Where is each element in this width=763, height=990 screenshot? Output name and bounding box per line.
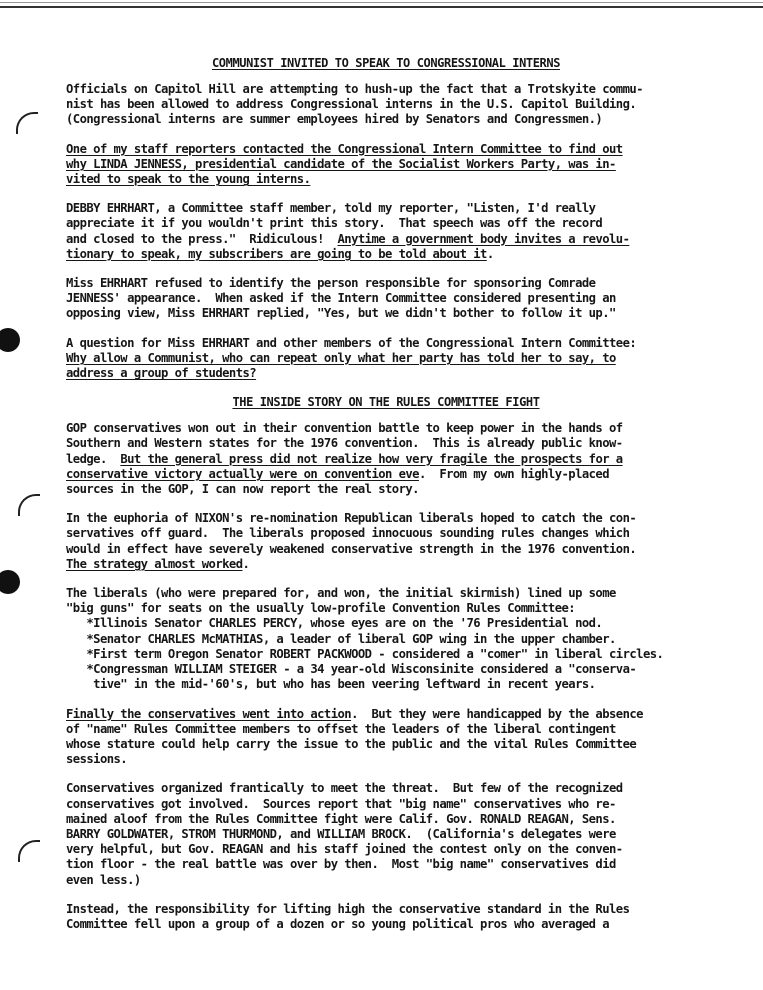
paragraph: Miss EHRHART refused to identify the person responsible for sponsoring Comrade JENNESS' appearance. When asked if the Intern Committee considered presenting an opposing view, Miss EHRHART replied, "Yes, but we didn't bother to follow it up." bbox=[66, 276, 616, 321]
text: . From my own highly-placed sources in the GOP, I can now report the real story. bbox=[66, 466, 610, 497]
text: GOP conservatives won out in their convention battle to keep power in the hands of Southern and Western states for the 1976 convention. This is already public know- ledge. bbox=[66, 421, 623, 466]
paragraph bbox=[66, 707, 706, 768]
text: . bbox=[242, 556, 250, 571]
margin-mark bbox=[18, 494, 40, 516]
paragraph-underlined: One of my staff reporters contacted the Congressional Intern Committee to find out why LINDA JENNESS, presidential candidate of the Socialist Workers Party, was in- vited to speak to the young interns. bbox=[66, 141, 623, 187]
punch-hole-top bbox=[0, 328, 20, 352]
text: In the euphoria of NIXON's re-nomination Republican liberals hoped to catch the con- servatives off guard. The liberals proposed innocuous sounding rules changes which would in effect have severely weakened conservative strength in the 1976 convention. bbox=[66, 511, 637, 556]
margin-mark bbox=[18, 840, 40, 862]
document-page bbox=[66, 56, 706, 946]
text: A question for Miss EHRHART and other members of the Congressional Intern Committee: bbox=[66, 335, 637, 350]
paragraph-list: The liberals (who were prepared for, and won, the initial skirmish) lined up some "big guns" for seats on the usually low-profile Convention Rules Committee: *Illinois Senator CHARLES PERCY, whose eyes are on the '76 Presidential nod. *Senator CHARLES McMATHIAS, a leader of liberal GOP wing in the upper chamber. *First term Oregon Senator ROBERT PACKWOOD - considered a "comer" in liberal circles. *Congressman WILLIAM STEIGER - a 34 year-old Wisconsinite considered a "conserva- tive" in the mid-'60's, but who has been veering leftward in recent years. bbox=[66, 586, 664, 692]
paragraph bbox=[66, 201, 706, 262]
underlined-text: Why allow a Communist, who can repeat only what her party has told her to say, to address a group of students? bbox=[66, 350, 616, 381]
underlined-text: Finally the conservatives went into action bbox=[66, 706, 352, 721]
article-heading-rules-committee: THE INSIDE STORY ON THE RULES COMMITTEE FIGHT bbox=[232, 395, 540, 410]
paragraph bbox=[66, 511, 706, 572]
top-rule bbox=[0, 6, 763, 8]
margin-mark bbox=[16, 112, 38, 134]
text: . bbox=[486, 246, 494, 261]
article-heading-communist: COMMUNIST INVITED TO SPEAK TO CONGRESSIONAL INTERNS bbox=[211, 56, 561, 70]
paragraph: Officials on Capitol Hill are attempting to hush-up the fact that a Trotskyite commu- nist has been allowed to address Congressional interns in the U.S. Capitol Building. (Congressional interns are summer employees hired by Senators and Congressmen.) bbox=[66, 82, 643, 127]
underlined-text: Anytime a government body invites a revolu- tionary to speak, my subscribers are going to be told about it bbox=[66, 231, 630, 261]
underlined-text: The strategy almost worked bbox=[66, 556, 243, 571]
text: DEBBY EHRHART, a Committee staff member, told my reporter, "Listen, I'd really appreciate it if you wouldn't print this story. That speech was off the record and closed to the press." Ridiculous! bbox=[66, 201, 603, 246]
paragraph: Conservatives organized frantically to meet the threat. But few of the recognized conservatives got involved. Sources report that "big name" conservatives who re- mained aloof from the Rules Committee fight were Calif. Gov. RONALD REAGAN, Sens. BARRY GOLDWATER, STROM THURMOND, and WILLIAM BROCK. (California's delegates were very helpful, but Gov. REAGAN and his staff joined the contest only on the conven- tion floor - the real battle was over by then. Most "big name" conservatives did even less.) bbox=[66, 781, 623, 887]
paragraph bbox=[66, 336, 706, 382]
punch-hole-bottom bbox=[0, 570, 20, 594]
paragraph bbox=[66, 421, 706, 497]
top-rule-thin bbox=[0, 2, 763, 3]
underlined-text: But the general press did not realize how very fragile the prospects for a conservative victory actually were on convention eve bbox=[66, 451, 623, 481]
paragraph: Instead, the responsibility for lifting high the conservative standard in the Rules Committee fell upon a group of a dozen or so young political pros who averaged a bbox=[66, 901, 630, 931]
text: . But they were handicapped by the absence of "name" Rules Committee members to offset the leaders of the liberal contingent whose stature could help carry the issue to the public and the vital Rules Committee sessions. bbox=[66, 706, 643, 767]
